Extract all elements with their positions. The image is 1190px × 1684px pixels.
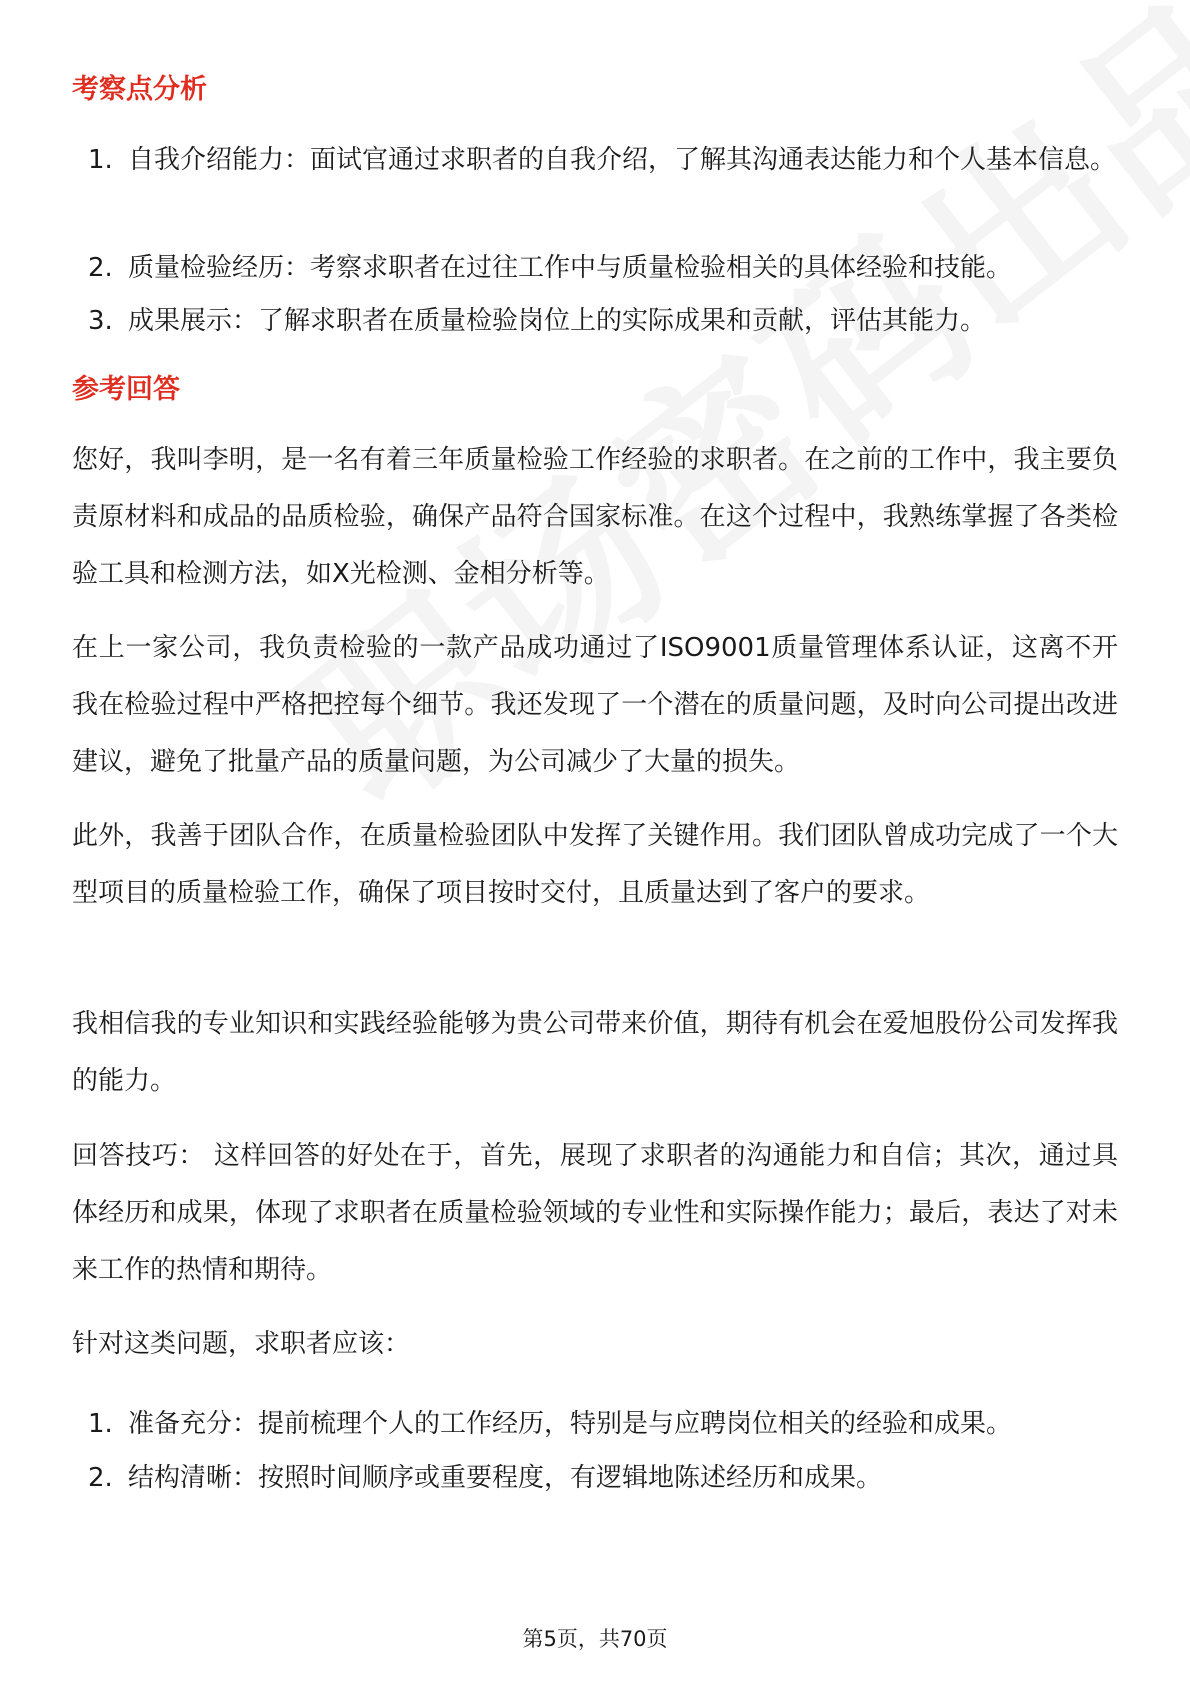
tips-item-2: [88, 1450, 1118, 1507]
guidance-intro: 针对这类问题，求职者应该：: [72, 1329, 411, 1359]
list-text: 准备充分：提前梳理个人的工作经历，特别是与应聘岗位相关的经验和成果。: [128, 1409, 1013, 1439]
list-number: 2.: [88, 253, 113, 283]
list-number: 3.: [88, 306, 113, 336]
list-text: 质量检验经历：考察求职者在过往工作中与质量检验相关的具体经验和技能。: [128, 253, 1013, 283]
tips-item-1: [88, 1396, 1118, 1453]
list-number: 1.: [88, 1409, 113, 1439]
analysis-item-3: [88, 293, 1118, 350]
answer-paragraph-3: 此外，我善于团队合作，在质量检验团队中发挥了关键作用。我们团队曾成功完成了一个大型项目的质量检验工作，确保了项目按时交付，且质量达到了客户的要求。: [72, 821, 1118, 908]
analysis-item-1: [88, 132, 1118, 189]
answer-paragraph-4: 我相信我的专业知识和实践经验能够为贵公司带来价值，期待有机会在爱旭股份公司发挥我的能力。: [72, 1009, 1118, 1096]
answer-paragraph-1: 您好，我叫李明，是一名有着三年质量检验工作经验的求职者。在之前的工作中，我主要负责原材料和成品的品质检验，确保产品符合国家标准。在这个过程中，我熟练掌握了各类检验工具和检测方法，如X光检测、金相分析等。: [72, 445, 1118, 589]
list-text: 自我介绍能力：面试官通过求职者的自我介绍，了解其沟通表达能力和个人基本信息。: [128, 145, 1117, 175]
analysis-heading: 考察点分析: [72, 74, 207, 105]
list-number: 1.: [88, 145, 113, 175]
analysis-item-2: [88, 240, 1118, 297]
page-number: 第5页，共70页: [522, 1627, 668, 1651]
answer-heading: 参考回答: [72, 374, 180, 405]
list-number: 2.: [88, 1463, 113, 1493]
list-text: 结构清晰：按照时间顺序或重要程度，有逻辑地陈述经历和成果。: [128, 1463, 883, 1493]
document-page: [72, 0, 1118, 1684]
answer-paragraph-2: 在上一家公司，我负责检验的一款产品成功通过了ISO9001质量管理体系认证，这离不开我在检验过程中严格把控每个细节。我还发现了一个潜在的质量问题，及时向公司提出改进建议，避免了批量产品的质量问题，为公司减少了大量的损失。: [72, 633, 1118, 777]
answer-tips-paragraph: 回答技巧： 这样回答的好处在于，首先，展现了求职者的沟通能力和自信；其次，通过具体经历和成果，体现了求职者在质量检验领域的专业性和实际操作能力；最后，表达了对未来工作的热情和期待。: [72, 1141, 1118, 1285]
list-text: 成果展示：了解求职者在质量检验岗位上的实际成果和贡献，评估其能力。: [128, 306, 987, 336]
